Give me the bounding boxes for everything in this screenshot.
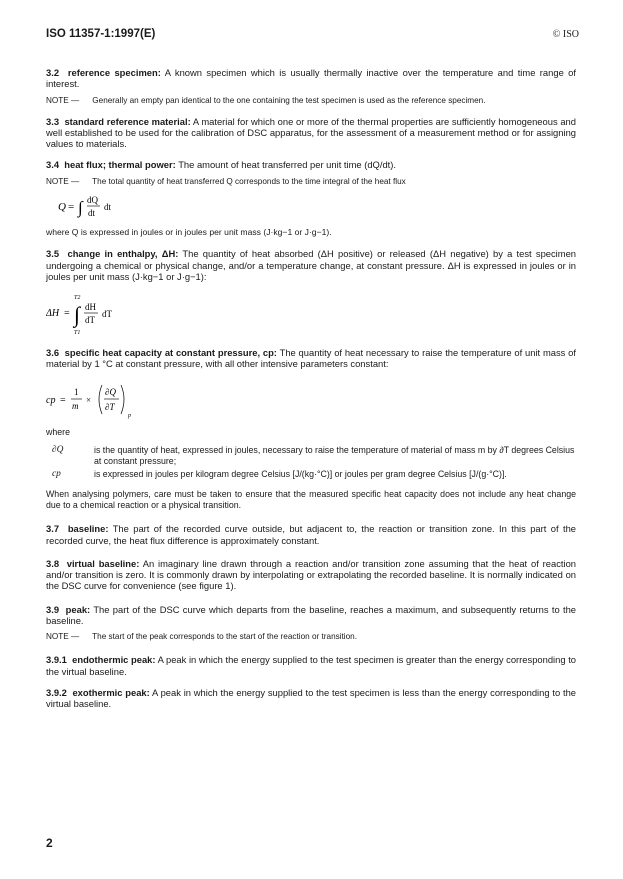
clause-text: The quantity of heat absorbed (ΔH positive) or released (ΔH negative) by a test specimen undergoing a chemical or physical change, and/or a temperature change, at constant pressure. ΔH is expressed in joules or in joules per unit mass (J·kg−1 or J·g−1): [46,248,576,282]
page-number: 2 [46,836,53,850]
fraction-numerator: 1 [74,387,79,398]
fraction-denominator: dt [88,207,96,218]
clause-3-8 [46,558,576,592]
where-symbol: cp [52,469,61,480]
clause-term: change in enthalpy, ΔH: [67,248,179,260]
clause-number: 3.3 [46,115,60,127]
clause-term: exothermic peak: [72,686,150,698]
clause-number: 3.9.1 [46,654,67,666]
clause-number: 3.6 [46,346,60,358]
where-item [46,469,576,480]
clause-3-3 [46,116,576,150]
note-label: NOTE — [46,176,80,186]
fraction-denominator: dT [85,315,95,326]
note-3-9 [46,632,576,642]
clause-term: baseline: [67,523,109,535]
clause-term: virtual baseline: [66,557,140,569]
where-text: is expressed in joules per kilogram degree Celsius [J/(kg·°C)] or joules per gram degree Celsius [J/(g·°C)]. [94,469,507,480]
where-label: where [46,427,70,438]
publisher-mark: © ISO [552,29,579,40]
note-text: Generally an empty pan identical to the one containing the test specimen is used as the reference specimen. [92,95,486,105]
where-symbol: ∂Q [52,444,64,455]
clause-3-7 [46,523,576,546]
formula-lhs: cp [46,395,56,407]
clause-3-9-2 [46,687,576,710]
clause-term: specific heat capacity at constant pressure, cp: [64,346,277,358]
note-label: NOTE — [46,95,80,105]
formula-variable: dT [102,309,112,320]
clause-text: A peak in which the energy supplied to the test specimen is less than the energy corresponding to the virtual baseline. [46,686,576,710]
clause-text: A peak in which the energy supplied to the test specimen is greater than the energy corresponding to the virtual baseline. [46,654,577,677]
note-text: The total quantity of heat transferred Q corresponds to the time integral of the heat flux [92,176,406,186]
clause-text: The amount of heat transferred per unit time (dQ/dt). [178,159,397,171]
formula-eq: = [60,395,66,407]
formula-eq: = [68,200,75,213]
clause-number: 3.9 [46,603,60,615]
clause-term: endothermic peak: [72,654,156,666]
times-sign: × [86,395,92,406]
where-item [46,445,576,468]
formula-heat-flux-svg [58,191,178,223]
clause-3-9 [46,604,576,627]
integral-sign: ∫ [78,197,83,217]
integral-sign: ∫ [74,302,81,328]
formula-enthalpy [46,290,576,338]
fraction-denominator: m [72,401,79,412]
clause-number: 3.8 [46,557,60,569]
clause-3-9-1 [46,654,576,677]
clause-3-4 [46,159,576,170]
clause-number: 3.9.2 [46,686,67,698]
where-3-4: where Q is expressed in joules or in joules per unit mass (J·kg−1 or J·g−1). [46,227,332,238]
formula-lhs: ΔH [46,308,60,320]
fraction-numerator: dQ [87,194,98,205]
partial-numerator: ∂Q [105,387,116,398]
clause-number: 3.5 [46,248,60,260]
formula-cp-svg [46,377,186,421]
clause-text: A known specimen which is usually thermally inactive over the temperature and time range of interest. [46,67,576,90]
clause-text: A material for which one or more of the thermal properties are sufficiently homogeneous and well established to be used for the calibration of DSC apparatus, for the assessment of a measurement method or for assigning values to materials. [46,115,576,150]
formula-enthalpy-svg [46,290,186,336]
clause-text: The quantity of heat necessary to raise the temperature of unit mass of material by 1 °C at constant pressure, with all other intensive parameters constant: [46,346,576,369]
clause-text: An imaginary line drawn through a reaction and/or transition zone assuming that the heat of reaction and/or transition is zero. It is commonly drawn by interpolating or extrapolating the recorded baseline. It is normally indicated on the DSC curve for convenience (see figure 1). [46,557,576,592]
partial-denominator: ∂T [105,402,115,413]
where-text: is the quantity of heat, expressed in joules, necessary to raise the temperature of material of mass m by ∂T degrees Celsius at constant pressure; [94,444,575,467]
right-paren [121,385,124,414]
clause-text: The part of the recorded curve outside, but adjacent to, the reaction or transition zone. In this part of the recorded curve, the heat flux difference is approximately constant. [46,523,576,546]
clause-number: 3.2 [46,67,60,78]
clause-3-6 [46,347,576,370]
note-label: NOTE — [46,632,80,642]
clause-3-2 [46,67,576,90]
formula-lhs: Q [58,200,66,213]
clause-number: 3.7 [46,523,60,535]
note-3-4 [46,177,576,187]
note-text: The start of the peak corresponds to the start of the reaction or transition. [92,632,358,642]
clause-term: peak: [65,603,91,615]
upper-limit: T2 [74,295,81,302]
fraction-numerator: dH [85,302,96,313]
note-3-2 [46,96,576,106]
left-paren [99,385,102,414]
clause-term: heat flux; thermal power: [64,159,176,171]
document-body [46,67,576,710]
clause-3-5 [46,248,576,282]
subscript-p: p [128,413,131,420]
clause-term: standard reference material: [64,115,191,127]
clause-term: reference specimen: [67,67,161,78]
formula-cp [46,377,576,423]
formula-heat-flux [58,191,576,225]
clause-number: 3.4 [46,159,60,171]
polymer-paragraph: When analysing polymers, care must be taken to ensure that the measured specific heat capacity does not include any heat change due to a chemical reaction or a physical transition. [46,488,576,510]
lower-limit: T1 [74,330,81,337]
where-list [46,445,576,481]
formula-eq: = [64,308,70,320]
document-standard-id: ISO 11357-1:1997(E) [46,28,156,40]
clause-text: The part of the DSC curve which departs from the baseline, reaches a maximum, and subsequently returns to the baseline. [46,603,576,627]
formula-variable: dt [104,201,112,212]
